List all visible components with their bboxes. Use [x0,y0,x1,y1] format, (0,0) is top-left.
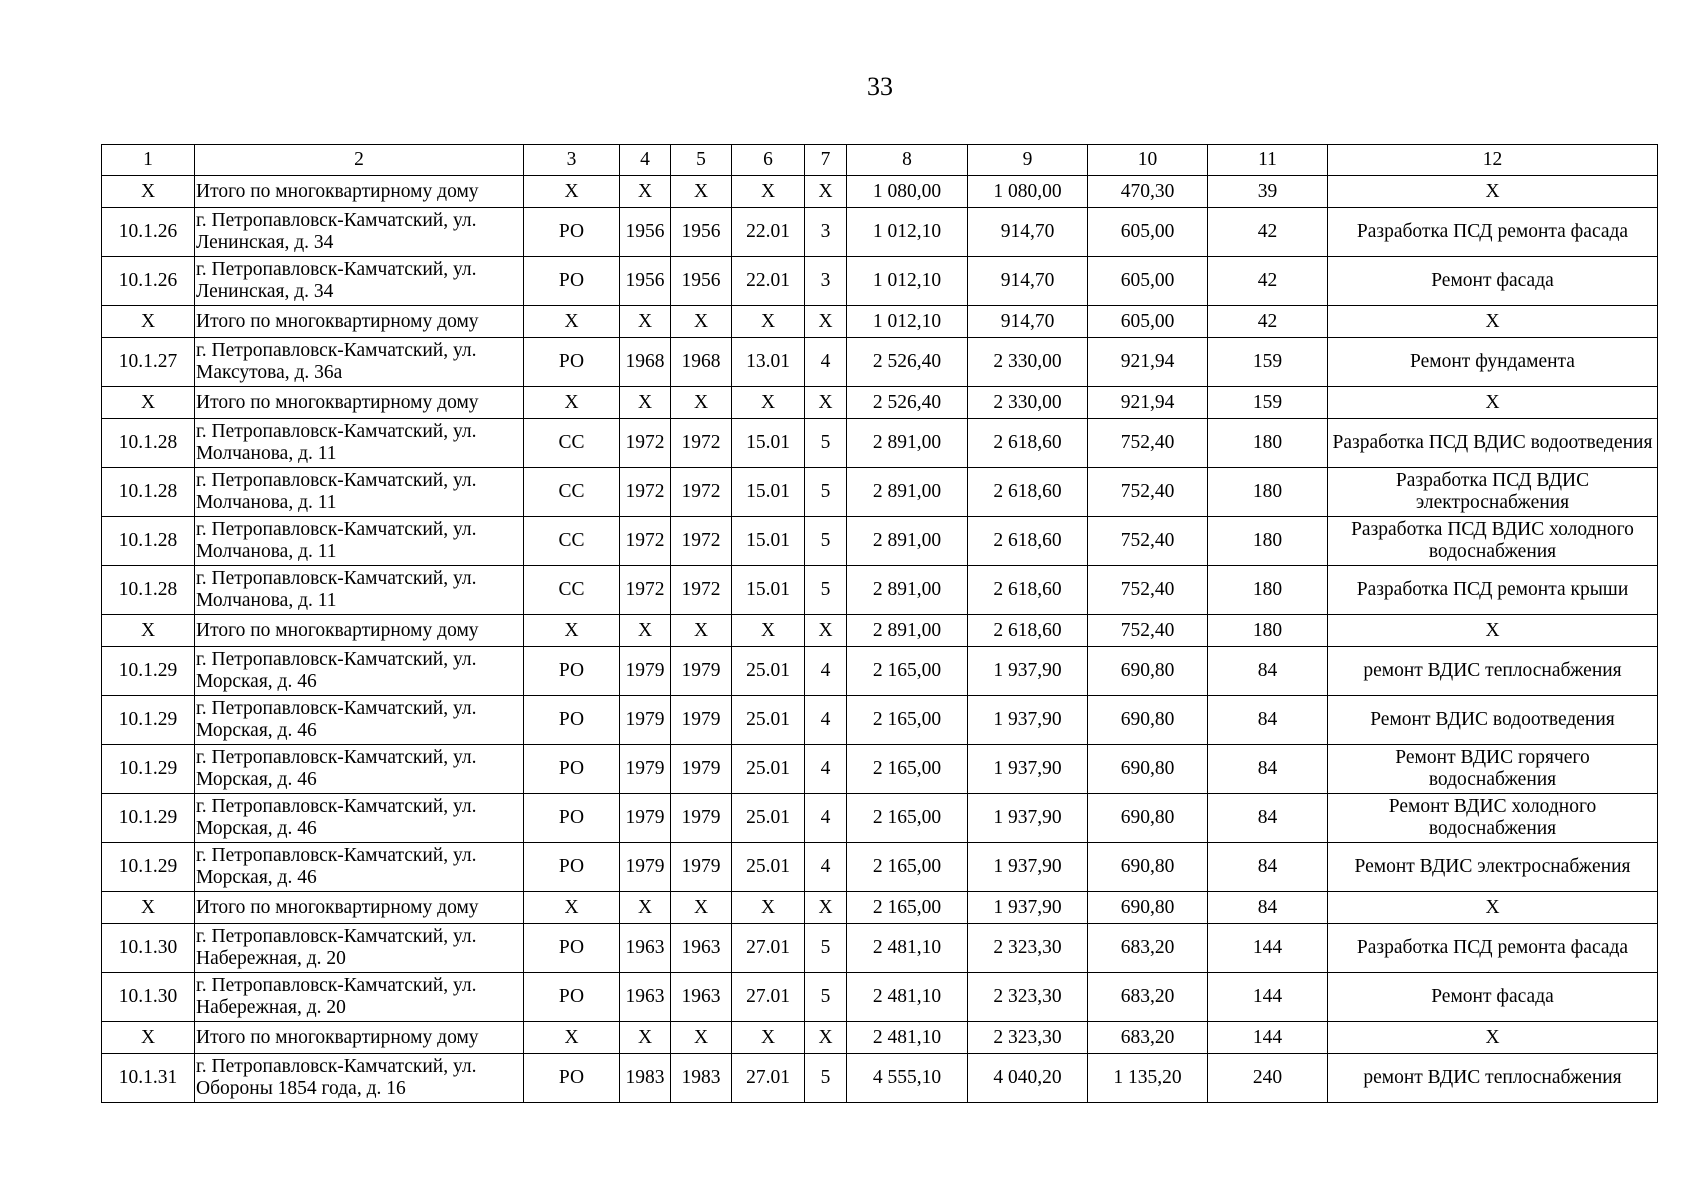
type-cell: РО [524,973,620,1022]
floors-cell: 4 [805,843,847,892]
row-number-cell: 10.1.30 [102,973,195,1022]
year-commissioned-cell: 1979 [671,647,732,696]
residential-area-cell: 2 323,30 [968,924,1088,973]
deadline-cell: 15.01 [732,517,805,566]
year-built-cell: 1956 [620,257,671,306]
deadline-cell: 22.01 [732,257,805,306]
year-commissioned-cell: 1963 [671,973,732,1022]
year-built-cell: 1963 [620,973,671,1022]
work-type-cell: Разработка ПСД ВДИС электроснабжения [1328,468,1658,517]
deadline-cell: X [732,1022,805,1054]
column-header: 10 [1088,145,1208,176]
cost-cell: 752,40 [1088,517,1208,566]
residents-cell: 42 [1208,257,1328,306]
type-cell: СС [524,468,620,517]
table-row [102,973,1658,1022]
address-cell: г. Петропавловск-Камчатский, ул. Морская, д. 46 [195,745,524,794]
cost-cell: 1 135,20 [1088,1054,1208,1103]
cost-cell: 683,20 [1088,1022,1208,1054]
total-area-cell: 2 891,00 [847,615,968,647]
residential-area-cell: 2 323,30 [968,973,1088,1022]
year-built-cell: 1972 [620,468,671,517]
type-cell: РО [524,338,620,387]
year-built-cell: 1956 [620,208,671,257]
total-area-cell: 2 165,00 [847,696,968,745]
house-total-row [102,892,1658,924]
deadline-cell: 22.01 [732,208,805,257]
page-number-text: 33 [867,72,893,101]
table-row [102,794,1658,843]
total-area-cell: 1 080,00 [847,176,968,208]
residents-cell: 84 [1208,745,1328,794]
residential-area-cell: 1 937,90 [968,745,1088,794]
residential-area-cell: 2 618,60 [968,468,1088,517]
cost-cell: 605,00 [1088,208,1208,257]
work-type-cell: Ремонт фасада [1328,973,1658,1022]
type-cell: СС [524,566,620,615]
address-cell: г. Петропавловск-Камчатский, ул. Набережная, д. 20 [195,973,524,1022]
floors-cell: 5 [805,566,847,615]
type-cell: СС [524,517,620,566]
residential-area-cell: 1 937,90 [968,794,1088,843]
address-cell: г. Петропавловск-Камчатский, ул. Ленинская, д. 34 [195,208,524,257]
work-type-cell: ремонт ВДИС теплоснабжения [1328,647,1658,696]
address-cell: г. Петропавловск-Камчатский, ул. Морская, д. 46 [195,794,524,843]
row-number-cell: X [102,615,195,647]
type-cell: РО [524,1054,620,1103]
address-cell: г. Петропавловск-Камчатский, ул. Ленинская, д. 34 [195,257,524,306]
residential-area-cell: 1 080,00 [968,176,1088,208]
year-commissioned-cell: 1963 [671,924,732,973]
residential-area-cell: 914,70 [968,208,1088,257]
year-commissioned-cell: 1956 [671,257,732,306]
work-type-cell: X [1328,306,1658,338]
table-row [102,924,1658,973]
year-commissioned-cell: X [671,306,732,338]
row-number-cell: 10.1.29 [102,647,195,696]
table-row [102,843,1658,892]
table-row [102,208,1658,257]
row-number-cell: X [102,892,195,924]
residential-area-cell: 2 330,00 [968,387,1088,419]
type-cell: X [524,615,620,647]
type-cell: РО [524,794,620,843]
address-cell: Итого по многоквартирному дому [195,1022,524,1054]
cost-cell: 470,30 [1088,176,1208,208]
floors-cell: X [805,1022,847,1054]
year-built-cell: X [620,176,671,208]
table-body [102,145,1658,1103]
residents-cell: 159 [1208,387,1328,419]
residential-area-cell: 1 937,90 [968,647,1088,696]
type-cell: РО [524,257,620,306]
type-cell: РО [524,745,620,794]
address-cell: г. Петропавловск-Камчатский, ул. Набережная, д. 20 [195,924,524,973]
cost-cell: 921,94 [1088,338,1208,387]
year-commissioned-cell: 1968 [671,338,732,387]
floors-cell: 5 [805,419,847,468]
floors-cell: 5 [805,924,847,973]
floors-cell: 5 [805,517,847,566]
residents-cell: 180 [1208,517,1328,566]
floors-cell: 5 [805,973,847,1022]
year-built-cell: 1972 [620,566,671,615]
year-built-cell: 1983 [620,1054,671,1103]
work-type-cell: X [1328,1022,1658,1054]
deadline-cell: 13.01 [732,338,805,387]
table-row [102,257,1658,306]
residents-cell: 84 [1208,892,1328,924]
year-commissioned-cell: 1956 [671,208,732,257]
residents-cell: 144 [1208,1022,1328,1054]
floors-cell: X [805,892,847,924]
total-area-cell: 1 012,10 [847,306,968,338]
work-type-cell: Разработка ПСД ремонта крыши [1328,566,1658,615]
table-row [102,745,1658,794]
address-cell: г. Петропавловск-Камчатский, ул. Молчанова, д. 11 [195,419,524,468]
total-area-cell: 2 165,00 [847,647,968,696]
column-number-row [102,145,1658,176]
deadline-cell: 25.01 [732,696,805,745]
column-header: 9 [968,145,1088,176]
residential-area-cell: 1 937,90 [968,892,1088,924]
year-built-cell: 1979 [620,843,671,892]
address-cell: г. Петропавловск-Камчатский, ул. Морская, д. 46 [195,696,524,745]
column-header: 4 [620,145,671,176]
total-area-cell: 2 891,00 [847,566,968,615]
cost-cell: 690,80 [1088,696,1208,745]
deadline-cell: 25.01 [732,745,805,794]
residents-cell: 180 [1208,468,1328,517]
residents-cell: 144 [1208,924,1328,973]
work-type-cell: ремонт ВДИС теплоснабжения [1328,1054,1658,1103]
cost-cell: 752,40 [1088,615,1208,647]
year-built-cell: X [620,387,671,419]
residents-cell: 180 [1208,566,1328,615]
floors-cell: 4 [805,696,847,745]
cost-cell: 605,00 [1088,306,1208,338]
deadline-cell: X [732,306,805,338]
house-total-row [102,1022,1658,1054]
year-commissioned-cell: X [671,1022,732,1054]
table-row [102,517,1658,566]
residents-cell: 84 [1208,794,1328,843]
work-type-cell: Разработка ПСД ремонта фасада [1328,208,1658,257]
column-header: 11 [1208,145,1328,176]
residential-area-cell: 2 323,30 [968,1022,1088,1054]
residents-cell: 84 [1208,843,1328,892]
type-cell: РО [524,208,620,257]
year-built-cell: 1963 [620,924,671,973]
year-commissioned-cell: X [671,615,732,647]
total-area-cell: 2 165,00 [847,843,968,892]
work-type-cell: Ремонт ВДИС электроснабжения [1328,843,1658,892]
year-built-cell: 1979 [620,696,671,745]
year-built-cell: 1979 [620,647,671,696]
year-commissioned-cell: X [671,892,732,924]
total-area-cell: 2 526,40 [847,387,968,419]
residents-cell: 240 [1208,1054,1328,1103]
year-commissioned-cell: 1972 [671,566,732,615]
type-cell: РО [524,647,620,696]
year-commissioned-cell: X [671,176,732,208]
residents-cell: 42 [1208,208,1328,257]
row-number-cell: X [102,306,195,338]
deadline-cell: 27.01 [732,924,805,973]
cost-cell: 683,20 [1088,924,1208,973]
cost-cell: 683,20 [1088,973,1208,1022]
type-cell: X [524,1022,620,1054]
work-type-cell: X [1328,892,1658,924]
floors-cell: 4 [805,338,847,387]
deadline-cell: 25.01 [732,843,805,892]
residential-area-cell: 2 618,60 [968,566,1088,615]
work-type-cell: X [1328,615,1658,647]
total-area-cell: 1 012,10 [847,257,968,306]
total-area-cell: 2 165,00 [847,892,968,924]
housing-repair-table [101,144,1658,1103]
total-area-cell: 2 891,00 [847,419,968,468]
residents-cell: 39 [1208,176,1328,208]
house-total-row [102,306,1658,338]
table-row [102,468,1658,517]
total-area-cell: 2 165,00 [847,794,968,843]
residents-cell: 180 [1208,615,1328,647]
deadline-cell: 15.01 [732,419,805,468]
year-built-cell: 1979 [620,794,671,843]
year-commissioned-cell: 1972 [671,517,732,566]
work-type-cell: Ремонт ВДИС водоотведения [1328,696,1658,745]
year-commissioned-cell: 1972 [671,419,732,468]
floors-cell: 3 [805,257,847,306]
row-number-cell: 10.1.29 [102,745,195,794]
residential-area-cell: 1 937,90 [968,843,1088,892]
cost-cell: 690,80 [1088,647,1208,696]
address-cell: г. Петропавловск-Камчатский, ул. Молчанова, д. 11 [195,517,524,566]
deadline-cell: X [732,615,805,647]
type-cell: РО [524,843,620,892]
work-type-cell: Ремонт фундамента [1328,338,1658,387]
address-cell: г. Петропавловск-Камчатский, ул. Морская, д. 46 [195,647,524,696]
cost-cell: 752,40 [1088,419,1208,468]
year-commissioned-cell: X [671,387,732,419]
cost-cell: 690,80 [1088,745,1208,794]
floors-cell: X [805,387,847,419]
address-cell: г. Петропавловск-Камчатский, ул. Молчанова, д. 11 [195,566,524,615]
row-number-cell: 10.1.28 [102,419,195,468]
year-built-cell: 1972 [620,419,671,468]
column-header: 1 [102,145,195,176]
residents-cell: 180 [1208,419,1328,468]
year-built-cell: 1979 [620,745,671,794]
residents-cell: 42 [1208,306,1328,338]
table-row [102,419,1658,468]
row-number-cell: X [102,176,195,208]
residential-area-cell: 2 618,60 [968,517,1088,566]
column-header: 5 [671,145,732,176]
deadline-cell: 15.01 [732,468,805,517]
column-header: 8 [847,145,968,176]
work-type-cell: X [1328,176,1658,208]
address-cell: г. Петропавловск-Камчатский, ул. Морская, д. 46 [195,843,524,892]
residential-area-cell: 914,70 [968,306,1088,338]
table-row [102,647,1658,696]
work-type-cell: Ремонт ВДИС горячего водоснабжения [1328,745,1658,794]
floors-cell: 4 [805,647,847,696]
floors-cell: X [805,176,847,208]
deadline-cell: X [732,176,805,208]
cost-cell: 690,80 [1088,794,1208,843]
deadline-cell: 15.01 [732,566,805,615]
column-header: 6 [732,145,805,176]
total-area-cell: 2 481,10 [847,1022,968,1054]
residents-cell: 84 [1208,696,1328,745]
cost-cell: 690,80 [1088,892,1208,924]
type-cell: РО [524,696,620,745]
type-cell: X [524,892,620,924]
address-cell: Итого по многоквартирному дому [195,176,524,208]
floors-cell: 5 [805,1054,847,1103]
year-built-cell: X [620,306,671,338]
floors-cell: X [805,615,847,647]
year-built-cell: 1972 [620,517,671,566]
table-row [102,696,1658,745]
address-cell: Итого по многоквартирному дому [195,892,524,924]
total-area-cell: 2 891,00 [847,468,968,517]
year-built-cell: 1968 [620,338,671,387]
deadline-cell: 25.01 [732,794,805,843]
residential-area-cell: 914,70 [968,257,1088,306]
year-built-cell: X [620,892,671,924]
row-number-cell: 10.1.28 [102,468,195,517]
residential-area-cell: 2 618,60 [968,615,1088,647]
residential-area-cell: 2 618,60 [968,419,1088,468]
address-cell: г. Петропавловск-Камчатский, ул. Молчанова, д. 11 [195,468,524,517]
year-commissioned-cell: 1979 [671,843,732,892]
floors-cell: X [805,306,847,338]
address-cell: Итого по многоквартирному дому [195,615,524,647]
row-number-cell: 10.1.28 [102,517,195,566]
total-area-cell: 2 165,00 [847,745,968,794]
table-row [102,1054,1658,1103]
floors-cell: 3 [805,208,847,257]
row-number-cell: 10.1.27 [102,338,195,387]
address-cell: г. Петропавловск-Камчатский, ул. Обороны 1854 года, д. 16 [195,1054,524,1103]
residential-area-cell: 2 330,00 [968,338,1088,387]
column-header: 3 [524,145,620,176]
table-row [102,566,1658,615]
year-commissioned-cell: 1983 [671,1054,732,1103]
total-area-cell: 1 012,10 [847,208,968,257]
cost-cell: 921,94 [1088,387,1208,419]
cost-cell: 752,40 [1088,468,1208,517]
total-area-cell: 2 481,10 [847,973,968,1022]
residential-area-cell: 4 040,20 [968,1054,1088,1103]
residential-area-cell: 1 937,90 [968,696,1088,745]
house-total-row [102,615,1658,647]
deadline-cell: 27.01 [732,973,805,1022]
year-commissioned-cell: 1972 [671,468,732,517]
type-cell: X [524,176,620,208]
type-cell: СС [524,419,620,468]
total-area-cell: 2 481,10 [847,924,968,973]
house-total-row [102,387,1658,419]
work-type-cell: Ремонт фасада [1328,257,1658,306]
work-type-cell: Разработка ПСД ВДИС водоотведения [1328,419,1658,468]
work-type-cell: Разработка ПСД ВДИС холодного водоснабжения [1328,517,1658,566]
row-number-cell: 10.1.29 [102,696,195,745]
row-number-cell: X [102,387,195,419]
row-number-cell: 10.1.26 [102,257,195,306]
row-number-cell: 10.1.29 [102,794,195,843]
type-cell: РО [524,924,620,973]
year-commissioned-cell: 1979 [671,696,732,745]
row-number-cell: X [102,1022,195,1054]
work-type-cell: Разработка ПСД ремонта фасада [1328,924,1658,973]
year-commissioned-cell: 1979 [671,794,732,843]
residents-cell: 84 [1208,647,1328,696]
cost-cell: 752,40 [1088,566,1208,615]
deadline-cell: 27.01 [732,1054,805,1103]
address-cell: Итого по многоквартирному дому [195,306,524,338]
column-header: 7 [805,145,847,176]
residents-cell: 159 [1208,338,1328,387]
row-number-cell: 10.1.28 [102,566,195,615]
residents-cell: 144 [1208,973,1328,1022]
row-number-cell: 10.1.31 [102,1054,195,1103]
deadline-cell: X [732,892,805,924]
type-cell: X [524,387,620,419]
floors-cell: 5 [805,468,847,517]
year-commissioned-cell: 1979 [671,745,732,794]
row-number-cell: 10.1.30 [102,924,195,973]
floors-cell: 4 [805,794,847,843]
total-area-cell: 2 526,40 [847,338,968,387]
total-area-cell: 2 891,00 [847,517,968,566]
work-type-cell: X [1328,387,1658,419]
page-number [0,72,1697,102]
year-built-cell: X [620,615,671,647]
deadline-cell: 25.01 [732,647,805,696]
floors-cell: 4 [805,745,847,794]
row-number-cell: 10.1.29 [102,843,195,892]
deadline-cell: X [732,387,805,419]
row-number-cell: 10.1.26 [102,208,195,257]
year-built-cell: X [620,1022,671,1054]
address-cell: г. Петропавловск-Камчатский, ул. Максутова, д. 36а [195,338,524,387]
house-total-row [102,176,1658,208]
cost-cell: 605,00 [1088,257,1208,306]
type-cell: X [524,306,620,338]
column-header: 12 [1328,145,1658,176]
table-row [102,338,1658,387]
total-area-cell: 4 555,10 [847,1054,968,1103]
address-cell: Итого по многоквартирному дому [195,387,524,419]
work-type-cell: Ремонт ВДИС холодного водоснабжения [1328,794,1658,843]
column-header: 2 [195,145,524,176]
cost-cell: 690,80 [1088,843,1208,892]
